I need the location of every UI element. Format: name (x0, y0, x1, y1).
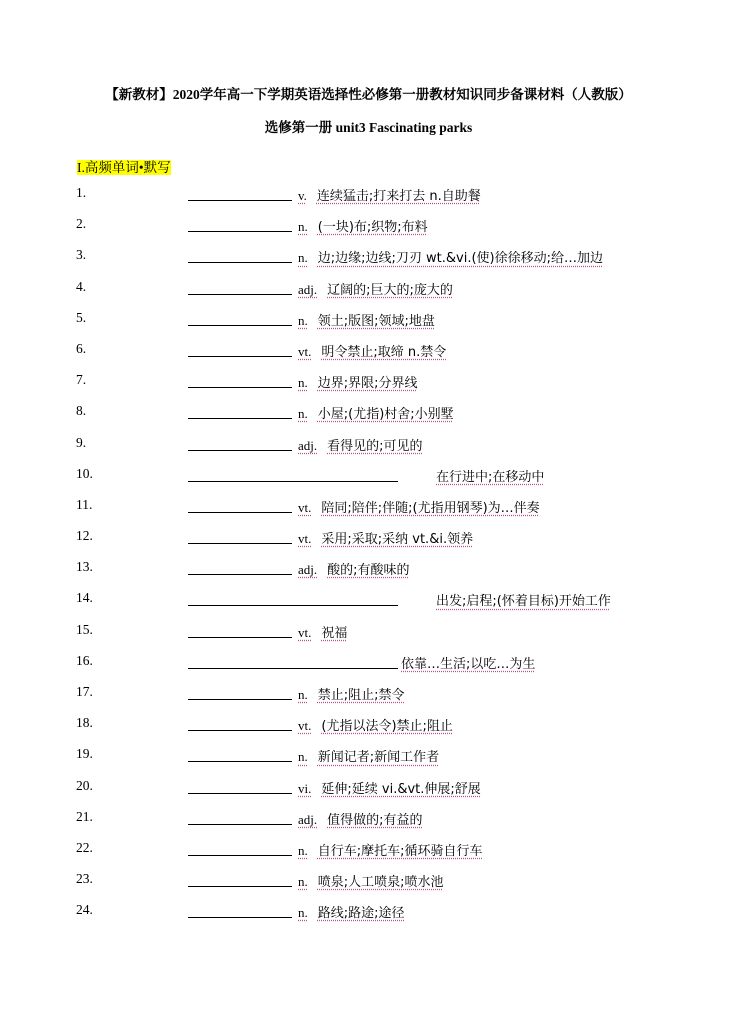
meaning-text: (一块)布;织物;布料 (317, 220, 428, 236)
part-of-speech: n. (298, 250, 308, 266)
item-definition (298, 746, 439, 765)
answer-blank[interactable] (188, 294, 292, 295)
list-item (76, 528, 676, 559)
part-of-speech: vt. (298, 531, 312, 547)
answer-blank[interactable] (188, 730, 292, 731)
part-of-speech: v. (298, 188, 307, 203)
item-number: 6. (76, 340, 87, 356)
answer-blank[interactable] (188, 262, 292, 263)
item-definition (298, 185, 481, 204)
item-definition (298, 216, 428, 235)
list-item (76, 778, 676, 809)
part-of-speech: n. (298, 905, 308, 921)
meaning-text: 辽阔的;巨大的;庞大的 (327, 282, 453, 298)
part-of-speech: n. (298, 406, 308, 422)
item-number: 4. (76, 278, 87, 294)
item-definition (401, 653, 535, 672)
item-number: 19. (76, 746, 93, 762)
list-item (76, 653, 676, 684)
part-of-speech: adj. (298, 811, 318, 827)
item-number: 8. (76, 403, 87, 419)
item-number: 11. (76, 496, 93, 512)
list-item (76, 247, 676, 278)
vocabulary-list (76, 185, 676, 934)
answer-blank[interactable] (188, 886, 292, 887)
item-definition (436, 466, 544, 485)
list-item (76, 871, 676, 902)
part-of-speech: vt. (298, 499, 312, 515)
list-item (76, 216, 676, 247)
meaning-text: 出发;启程;(怀着目标)开始工作 (436, 594, 611, 610)
meaning-text: 陪同;陪伴;伴随;(尤指用钢琴)为…伴奏 (321, 500, 540, 516)
part-of-speech: n. (298, 874, 308, 890)
item-number: 10. (76, 465, 93, 481)
list-item (76, 279, 676, 310)
list-item (76, 715, 676, 746)
meaning-text: 路线;路途;途径 (317, 906, 405, 922)
meaning-text: 边界;界限;分界线 (317, 376, 418, 392)
list-item (76, 559, 676, 590)
item-number: 7. (76, 372, 87, 388)
list-item (76, 403, 676, 434)
meaning-text: 明令禁止;取缔 n.禁令 (321, 344, 447, 360)
answer-blank[interactable] (188, 668, 398, 669)
answer-blank[interactable] (188, 418, 292, 419)
item-definition (298, 403, 454, 422)
item-number: 24. (76, 902, 93, 918)
item-number: 5. (76, 309, 87, 325)
item-number: 20. (76, 777, 93, 793)
answer-blank[interactable] (188, 605, 398, 606)
answer-blank[interactable] (188, 699, 292, 700)
part-of-speech: vt. (298, 624, 312, 640)
meaning-text: 领土;版图;领域;地盘 (317, 313, 435, 329)
answer-blank[interactable] (188, 450, 292, 451)
item-definition (298, 902, 405, 921)
answer-blank[interactable] (188, 231, 292, 232)
item-definition (298, 778, 481, 797)
item-definition (298, 715, 453, 734)
list-item (76, 902, 676, 933)
meaning-text: 新闻记者;新闻工作者 (317, 750, 440, 766)
part-of-speech: n. (298, 842, 308, 858)
answer-blank[interactable] (188, 512, 292, 513)
list-item (76, 185, 676, 216)
item-number: 12. (76, 528, 93, 544)
item-definition (436, 590, 611, 609)
part-of-speech: n. (298, 375, 308, 391)
answer-blank[interactable] (188, 574, 292, 575)
meaning-text: 延伸;延续 vi.&vt.伸展;舒展 (321, 781, 481, 797)
part-of-speech: n. (298, 312, 308, 328)
document-subtitle: 选修第一册 unit3 Fascinating parks (264, 120, 473, 135)
list-item (76, 746, 676, 777)
list-item (76, 809, 676, 840)
item-definition (298, 684, 405, 703)
list-item (76, 310, 676, 341)
list-item (76, 341, 676, 372)
item-number: 17. (76, 684, 93, 699)
list-item (76, 435, 676, 466)
list-item (76, 622, 676, 653)
item-number: 23. (76, 871, 93, 887)
item-number: 15. (76, 621, 93, 637)
meaning-text: 边;边缘;边线;刀刃 wt.&vi.(使)徐徐移动;给…加边 (317, 251, 603, 267)
item-definition (298, 435, 423, 454)
meaning-text: 禁止;阻止;禁令 (317, 688, 405, 703)
list-item (76, 684, 676, 715)
item-definition (298, 310, 435, 329)
part-of-speech: n. (298, 687, 308, 702)
item-definition (298, 372, 418, 391)
item-definition (298, 622, 347, 641)
answer-blank[interactable] (188, 356, 292, 357)
item-definition (298, 497, 540, 516)
list-item (76, 590, 676, 621)
answer-blank[interactable] (188, 637, 292, 638)
part-of-speech: adj. (298, 437, 318, 453)
meaning-text: 酸的;有酸味的 (327, 563, 410, 579)
section-heading (76, 155, 172, 177)
meaning-text: (尤指以法令)禁止;阻止 (321, 719, 453, 735)
meaning-text: 祝福 (321, 625, 348, 641)
answer-blank[interactable] (188, 481, 398, 482)
answer-blank[interactable] (188, 387, 292, 388)
answer-blank[interactable] (188, 325, 292, 326)
item-number: 9. (76, 434, 87, 450)
answer-blank[interactable] (188, 200, 292, 201)
item-definition (298, 528, 473, 547)
part-of-speech: n. (298, 219, 308, 235)
item-number: 16. (76, 652, 93, 668)
item-number: 1. (76, 185, 87, 200)
section-heading-text: I.高频单词•默写 (77, 160, 171, 175)
item-number: 21. (76, 808, 93, 824)
part-of-speech: adj. (298, 562, 318, 578)
item-number: 3. (76, 247, 87, 263)
item-definition (298, 341, 446, 360)
answer-blank[interactable] (188, 761, 292, 762)
item-definition (298, 559, 410, 578)
item-definition (298, 871, 444, 890)
part-of-speech: vt. (298, 718, 312, 734)
meaning-text: 采用;采取;采纳 vt.&i.领养 (321, 532, 474, 548)
meaning-text: 在行进中;在移动中 (436, 469, 545, 485)
list-item (76, 466, 676, 497)
part-of-speech: vi. (298, 780, 312, 796)
meaning-text: 小屋;(尤指)村舍;小别墅 (317, 407, 454, 423)
answer-blank[interactable] (188, 917, 292, 918)
list-item (76, 372, 676, 403)
item-definition (298, 279, 453, 298)
answer-blank[interactable] (188, 543, 292, 544)
meaning-text: 喷泉;人工喷泉;喷水池 (317, 875, 444, 891)
item-definition (298, 809, 423, 828)
item-number: 13. (76, 559, 93, 575)
part-of-speech: n. (298, 749, 308, 765)
list-item (76, 497, 676, 528)
meaning-text: 自行车;摩托车;循环骑自行车 (317, 843, 483, 859)
part-of-speech: vt. (298, 343, 312, 359)
meaning-text: 值得做的;有益的 (327, 812, 423, 828)
item-definition (298, 840, 483, 859)
item-definition (298, 247, 603, 266)
meaning-text: 看得见的;可见的 (327, 438, 423, 454)
answer-blank[interactable] (188, 793, 292, 794)
meaning-text: 连续猛击;打来打去 n.自助餐 (316, 189, 481, 204)
answer-blank[interactable] (188, 824, 292, 825)
item-number: 18. (76, 715, 93, 731)
list-item (76, 840, 676, 871)
item-number: 22. (76, 839, 93, 855)
answer-blank[interactable] (188, 855, 292, 856)
item-number: 14. (76, 590, 93, 606)
document-title: 【新教材】2020学年高一下学期英语选择性必修第一册教材知识同步备课材料（人教版） (105, 87, 632, 102)
item-number: 2. (76, 216, 87, 232)
meaning-text: 依靠…生活;以吃…为生 (401, 656, 536, 672)
part-of-speech: adj. (298, 281, 318, 297)
